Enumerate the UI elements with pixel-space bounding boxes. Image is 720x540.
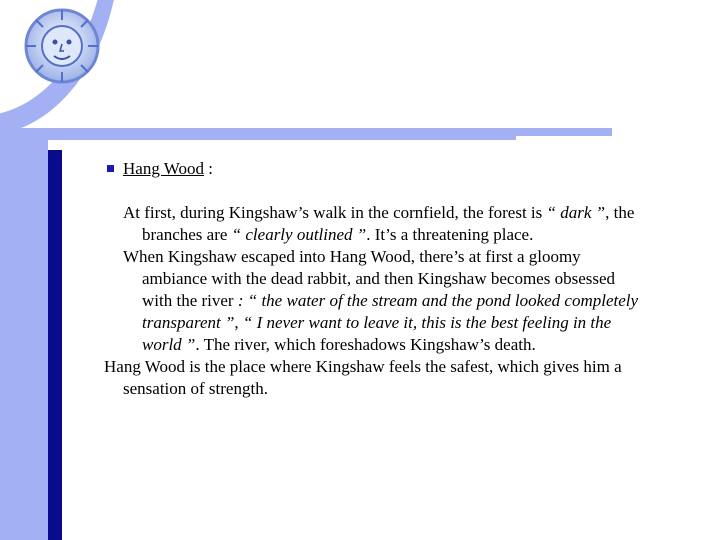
bullet-heading-suffix: : <box>203 159 213 178</box>
sun-face-logo-icon <box>22 6 102 86</box>
paragraph-second <box>104 246 644 356</box>
slide-content <box>104 158 644 400</box>
top-band-shadow <box>48 136 516 140</box>
para2-quote-1: : “ the water of the stream and the pond looked completely transparent ” <box>142 291 639 332</box>
para2-quote-2: “ I never want to leave it, this is the best feeling in the world ” <box>142 313 612 354</box>
para2-text-3: . The river, which foreshadows Kingshaw’s death. <box>195 335 536 354</box>
paragraph-third: Hang Wood is the place where Kingshaw feels the safest, which gives him a sensation of strength. <box>104 357 622 398</box>
top-band <box>0 128 612 136</box>
para1-quote-2: “ clearly outlined ” <box>231 225 367 244</box>
square-bullet-icon <box>107 165 114 172</box>
para2-text-2: , <box>234 313 243 332</box>
para1-quote-1: “ dark ” <box>546 203 606 222</box>
para1-text-3: . It’s a threatening place. <box>366 225 534 244</box>
left-panel <box>0 128 48 540</box>
bullet-heading: Hang Wood <box>123 159 204 178</box>
para1-text-1: At first, during Kingshaw’s walk in the cornfield, the forest is <box>123 203 547 222</box>
para2-text-1: When Kingshaw escaped into Hang Wood, there’s at first a gloomy ambiance with the dead rabbit, and then Kingshaw becomes obsessed with the river <box>123 247 616 310</box>
bullet-heading-line <box>104 158 644 180</box>
left-stripe <box>48 150 62 540</box>
para1-text-2: , the branches are <box>142 203 635 244</box>
paragraph-first <box>104 202 644 246</box>
